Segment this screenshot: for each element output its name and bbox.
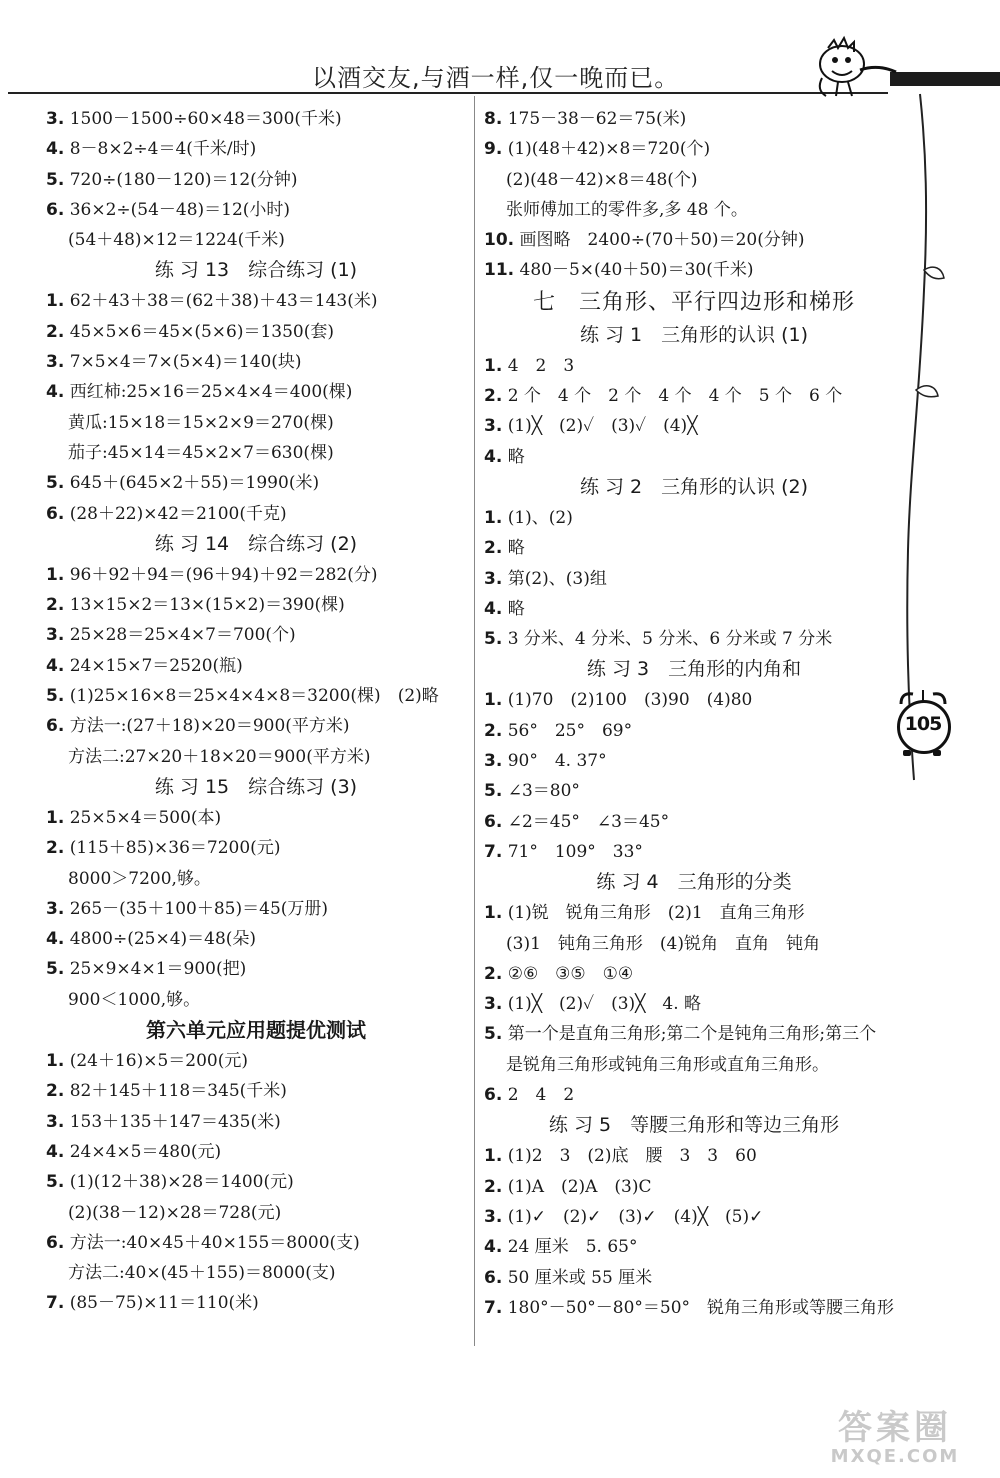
answer-text: (24＋16)×5＝200(元)	[69, 1051, 249, 1072]
question-number: 5.	[46, 169, 65, 190]
answer-text: 方法一:(27＋18)×20＝900(平方米)	[69, 716, 350, 737]
question-number: 2.	[484, 1176, 503, 1197]
question-number: 7.	[484, 1297, 503, 1318]
watermark-url: MXQE.COM	[830, 1446, 960, 1467]
answer-text: 90° 4. 37°	[507, 751, 607, 772]
question-number: 5.	[484, 781, 503, 802]
question-number: 3.	[484, 994, 503, 1015]
answer-line	[484, 442, 904, 472]
answer-line	[484, 1172, 904, 1202]
answer-line	[484, 411, 904, 441]
answer-line	[484, 381, 904, 411]
question-number: 5.	[46, 686, 65, 707]
question-number: 3.	[484, 751, 503, 772]
answer-text: ∠3＝80°	[507, 781, 580, 802]
question-number: 2.	[484, 538, 503, 559]
answer-line	[484, 1263, 904, 1293]
answer-line	[484, 685, 904, 715]
answer-line	[484, 776, 904, 806]
answer-text: 第一个是直角三角形;第二个是钝角三角形;第三个	[507, 1024, 877, 1045]
answer-text: (1)(48＋42)×8＝720(个)	[507, 139, 711, 160]
answer-continuation: 是锐角三角形或钝角三角形或直角三角形。	[506, 1054, 829, 1075]
answer-line	[46, 1167, 466, 1197]
answer-line	[46, 711, 466, 741]
answer-text: 2 个 4 个 2 个 4 个 4 个 5 个 6 个	[507, 386, 843, 407]
answer-line	[484, 1232, 904, 1262]
answer-line	[484, 746, 904, 776]
answer-text: 24×4×5＝480(元)	[69, 1141, 222, 1162]
answer-line	[46, 681, 466, 711]
question-number: 2.	[46, 838, 65, 859]
clock-leg	[903, 750, 911, 756]
question-number: 1.	[484, 1146, 503, 1167]
question-number: 1.	[484, 690, 503, 711]
answer-line	[484, 1019, 904, 1049]
answer-continuation: 方法二:27×20＋18×20＝900(平方米)	[68, 746, 371, 767]
exercise-heading: 练 习 5 等腰三角形和等边三角形	[548, 1114, 840, 1137]
answer-line	[46, 894, 466, 924]
answer-continuation: (3)1 钝角三角形 (4)锐角 直角 钝角	[506, 933, 820, 954]
question-number: 8.	[484, 109, 503, 129]
answer-line	[46, 317, 466, 347]
answer-line	[484, 255, 904, 285]
answer-text: (28＋22)×42＝2100(千克)	[69, 503, 287, 524]
exercise-heading: 练 习 13 综合练习 (1)	[154, 259, 358, 282]
watermark	[800, 1410, 990, 1474]
answer-text: (115＋85)×36＝7200(元)	[69, 838, 281, 859]
question-number: 4.	[46, 1141, 65, 1162]
watermark-logo: 答案圈	[838, 1408, 952, 1448]
answer-text: 480－5×(40＋50)＝30(千米)	[519, 260, 754, 281]
answer-line	[484, 1202, 904, 1232]
question-number: 5.	[46, 1172, 65, 1193]
answer-line	[484, 533, 904, 563]
answer-text: 1500－1500÷60×48＝300(千米)	[69, 109, 342, 129]
answer-text: 7×5×4＝7×(5×4)＝140(块)	[69, 352, 302, 373]
question-number: 11.	[484, 260, 515, 281]
answer-text: 第(2)、(3)组	[507, 568, 607, 589]
answer-line	[46, 468, 466, 498]
answer-line	[484, 1141, 904, 1171]
question-number: 1.	[484, 507, 503, 528]
question-number: 4.	[46, 655, 65, 676]
answer-line	[484, 959, 904, 989]
answer-continuation: 茄子:45×14＝45×2×7＝630(棵)	[68, 442, 334, 463]
answer-text: (1)锐 锐角三角形 (2)1 直角三角形	[507, 903, 805, 924]
answer-line	[484, 351, 904, 381]
unit-test-heading: 第六单元应用题提优测试	[146, 1018, 366, 1043]
answer-text: 82＋145＋118＝345(千米)	[69, 1081, 287, 1102]
question-number: 6.	[46, 716, 65, 737]
answer-line	[46, 1288, 466, 1318]
clock-leg	[933, 750, 941, 756]
exercise-heading: 练 习 1 三角形的认识 (1)	[579, 323, 809, 346]
question-number: 5.	[484, 629, 503, 650]
answer-line	[484, 807, 904, 837]
answer-line	[484, 594, 904, 624]
question-number: 5.	[46, 959, 65, 980]
answer-line	[484, 898, 904, 928]
answer-text: 175－38－62＝75(米)	[507, 109, 687, 129]
question-number: 4.	[484, 1237, 503, 1258]
question-number: 4.	[484, 446, 503, 467]
answer-continuation: (2)(48－42)×8＝48(个)	[506, 169, 698, 190]
question-number: 1.	[46, 291, 65, 312]
answer-line	[46, 1046, 466, 1076]
answer-line	[46, 803, 466, 833]
answer-continuation: 900＜1000,够。	[68, 989, 201, 1010]
answer-text: 3 分米、4 分米、5 分米、6 分米或 7 分米	[507, 629, 833, 650]
answer-text: 25×9×4×1＝900(把)	[69, 959, 247, 980]
answer-text: 24 厘米 5. 65°	[507, 1237, 638, 1258]
answer-text: 24×15×7＝2520(瓶)	[69, 655, 243, 676]
answer-line	[46, 104, 466, 134]
answer-line	[46, 286, 466, 316]
exercise-heading: 练 习 15 综合练习 (3)	[154, 775, 358, 798]
question-number: 5.	[484, 1024, 503, 1045]
answer-text: 13×15×2＝13×(15×2)＝390(棵)	[69, 595, 345, 616]
answer-text: 4800÷(25×4)＝48(朵)	[69, 929, 257, 950]
answer-text: 略	[507, 446, 525, 467]
answer-line	[46, 499, 466, 529]
answer-line	[46, 954, 466, 984]
exercise-heading: 练 习 3 三角形的内角和	[586, 658, 802, 681]
column-divider	[474, 96, 475, 1346]
question-number: 3.	[484, 568, 503, 589]
answer-line	[46, 560, 466, 590]
exercise-heading: 练 习 14 综合练习 (2)	[154, 532, 358, 555]
question-number: 1.	[46, 1051, 65, 1072]
left-answer-column	[46, 104, 466, 1319]
answer-text: 25×28＝25×4×7＝700(个)	[69, 625, 296, 646]
question-number: 3.	[484, 416, 503, 437]
question-number: 6.	[46, 1232, 65, 1253]
answer-text: ②⑥ ③⑤ ①④	[507, 963, 634, 984]
question-number: 3.	[46, 352, 65, 373]
answer-line	[484, 564, 904, 594]
answer-text: (1)╳ (2)✓ (3)╳ 4. 略	[507, 994, 702, 1015]
question-number: 3.	[46, 898, 65, 919]
answer-text: (1)✓ (2)✓ (3)✓ (4)╳ (5)✓	[507, 1206, 764, 1227]
exercise-heading: 练 习 4 三角形的分类	[596, 871, 792, 894]
answer-text: 265－(35＋100＋85)＝45(万册)	[69, 898, 329, 919]
answer-line	[46, 1228, 466, 1258]
question-number: 6.	[484, 1267, 503, 1288]
question-number: 6.	[46, 503, 65, 524]
question-number: 5.	[46, 473, 65, 494]
answer-line	[46, 651, 466, 681]
answer-text: 36×2÷(54－48)＝12(小时)	[69, 199, 291, 220]
right-answer-column	[484, 104, 904, 1323]
question-number: 4.	[46, 382, 65, 403]
answer-text: 2 4 2	[507, 1085, 575, 1106]
answer-continuation: 8000＞7200,够。	[68, 868, 211, 889]
answer-line	[46, 134, 466, 164]
question-number: 2.	[484, 386, 503, 407]
answer-text: 4 2 3	[507, 355, 575, 376]
answer-line	[484, 716, 904, 746]
answer-text: (1)(12＋38)×28＝1400(元)	[69, 1172, 294, 1193]
answer-text: (1)、(2)	[507, 507, 573, 528]
chapter-heading: 七 三角形、平行四边形和梯形	[532, 289, 855, 315]
answer-line	[46, 1076, 466, 1106]
question-number: 6.	[46, 199, 65, 220]
answer-text: 画图略 2400÷(70＋50)＝20(分钟)	[519, 230, 805, 251]
question-number: 3.	[46, 625, 65, 646]
question-number: 3.	[484, 1206, 503, 1227]
answer-text: 25×5×4＝500(本)	[69, 807, 222, 828]
answer-text: 50 厘米或 55 厘米	[507, 1267, 653, 1288]
question-number: 10.	[484, 230, 515, 251]
answer-text: 71° 109° 33°	[507, 841, 643, 862]
answer-line	[46, 620, 466, 650]
question-number: 2.	[46, 595, 65, 616]
answer-text: 略	[507, 598, 525, 619]
question-number: 6.	[484, 811, 503, 832]
answer-line	[46, 195, 466, 225]
answer-continuation: (2)(38－12)×28＝728(元)	[68, 1202, 282, 1223]
header-motto: 以酒交友,与酒一样,仅一晚而已。	[312, 64, 680, 92]
answer-text: (85－75)×11＝110(米)	[69, 1293, 259, 1314]
answer-text: (1)╳ (2)✓ (3)✓ (4)╳	[507, 416, 698, 437]
question-number: 2.	[484, 720, 503, 741]
answer-line	[484, 104, 904, 134]
question-number: 4.	[484, 598, 503, 619]
answer-line	[46, 924, 466, 954]
question-number: 2.	[46, 321, 65, 342]
page-number: 105	[904, 713, 942, 735]
question-number: 1.	[484, 903, 503, 924]
question-number: 1.	[484, 355, 503, 376]
answer-line	[46, 1107, 466, 1137]
answer-line	[484, 624, 904, 654]
answer-text: (1)70 (2)100 (3)90 (4)80	[507, 690, 753, 711]
answer-text: 8－8×2÷4＝4(千米/时)	[69, 139, 257, 160]
answer-continuation: 黄瓜:15×18＝15×2×9＝270(棵)	[68, 412, 334, 433]
question-number: 2.	[484, 963, 503, 984]
answer-continuation: (54＋48)×12＝1224(千米)	[68, 230, 285, 251]
answer-text: ∠2＝45° ∠3＝45°	[507, 811, 670, 832]
answer-line	[46, 377, 466, 407]
answer-text: 645＋(645×2＋55)＝1990(米)	[69, 473, 320, 494]
answer-continuation: 方法二:40×(45＋155)＝8000(支)	[68, 1263, 336, 1284]
header-rule	[8, 92, 888, 94]
exercise-heading: 练 习 2 三角形的认识 (2)	[579, 475, 809, 498]
answer-line	[484, 1293, 904, 1323]
header-bar	[890, 72, 1000, 86]
answer-text: (1)25×16×8＝25×4×4×8＝3200(棵) (2)略	[69, 686, 439, 707]
answer-line	[484, 837, 904, 867]
question-number: 4.	[46, 929, 65, 950]
answer-line	[46, 833, 466, 863]
answer-line	[484, 989, 904, 1019]
answer-line	[484, 225, 904, 255]
question-number: 9.	[484, 139, 503, 160]
answer-text: 96＋92＋94＝(96＋94)＋92＝282(分)	[69, 564, 378, 585]
question-number: 2.	[46, 1081, 65, 1102]
question-number: 3.	[46, 109, 65, 129]
answer-line	[46, 1137, 466, 1167]
answer-line	[484, 1080, 904, 1110]
question-number: 3.	[46, 1111, 65, 1132]
answer-text: 180°－50°－80°＝50° 锐角三角形或等腰三角形	[507, 1297, 895, 1318]
question-number: 6.	[484, 1085, 503, 1106]
answer-text: 720÷(180－120)＝12(分钟)	[69, 169, 298, 190]
question-number: 1.	[46, 564, 65, 585]
question-number: 7.	[46, 1293, 65, 1314]
answer-text: (1)2 3 (2)底 腰 3 3 60	[507, 1146, 757, 1167]
answer-line	[46, 590, 466, 620]
question-number: 7.	[484, 841, 503, 862]
answer-continuation: 张师傅加工的零件多,多 48 个。	[506, 199, 748, 220]
answer-text: 西红柿:25×16＝25×4×4＝400(棵)	[69, 382, 353, 403]
answer-line	[484, 134, 904, 164]
answer-text: (1)A (2)A (3)C	[507, 1176, 652, 1197]
answer-line	[46, 165, 466, 195]
answer-text: 略	[507, 538, 525, 559]
answer-text: 153＋135＋147＝435(米)	[69, 1111, 281, 1132]
question-number: 4.	[46, 139, 65, 160]
answer-line	[46, 347, 466, 377]
answer-text: 56° 25° 69°	[507, 720, 633, 741]
answer-text: 45×5×6＝45×(5×6)＝1350(套)	[69, 321, 334, 342]
answer-line	[484, 503, 904, 533]
answer-text: 62＋43＋38＝(62＋38)＋43＝143(米)	[69, 291, 378, 312]
question-number: 1.	[46, 807, 65, 828]
answer-text: 方法一:40×45＋40×155＝8000(支)	[69, 1232, 360, 1253]
